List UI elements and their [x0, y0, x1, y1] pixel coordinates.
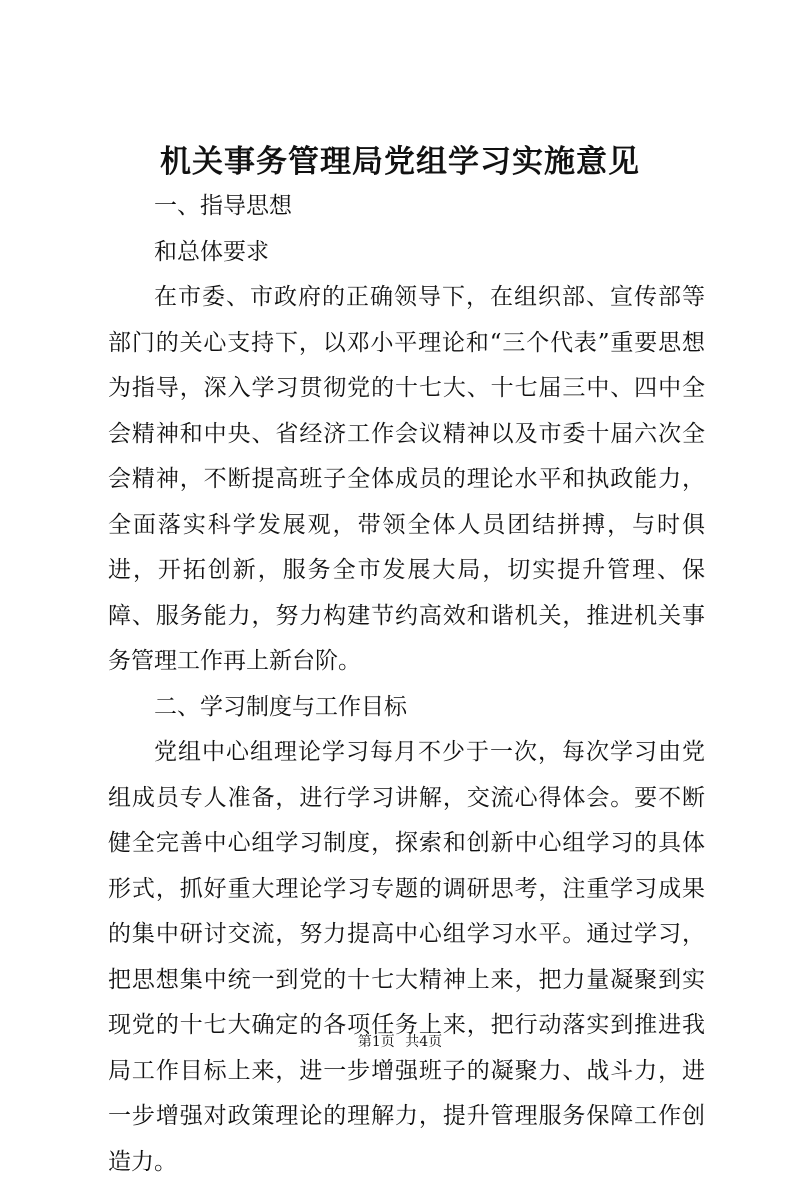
body-paragraph: 党组中心组理论学习每月不少于一次，每次学习由党组成员专人准备，进行学习讲解，交流心得体会。要不断健全完善中心组学习制度，探索和创新中心组学习的具体形式，抓好重大理论学习专题的调研思考，注重学习成果的集中研讨交流，努力提高中心组学习水平。通过学习，把思想集中统一到党的十七大精神上来，把力量凝聚到实现党的十七大确定的各项任务上来，把行动落实到推进我局工作目标上来，进一步增强班子的凝聚力、战斗力，进一步增强对政策理论的理解力，提升管理服务保障工作创造力。 — [108, 739, 705, 1175]
page-number: 第1页 — [357, 1034, 395, 1050]
section-heading-continuation: 和总体要求 — [154, 238, 269, 265]
document-title: 机关事务管理局党组学习实施意见 — [160, 144, 640, 180]
page-footer — [0, 1032, 800, 1052]
page-total: 共4页 — [405, 1034, 443, 1050]
section-heading-guiding-ideology: 一、指导思想 — [154, 193, 292, 219]
body-paragraph: 在市委、市政府的正确领导下，在组织部、宣传部等部门的关心支持下，以邓小平理论和“三个代表”重要思想为指导，深入学习贯彻党的十七大、十七届三中、四中全会精神和中央、省经济工作会议精神以及市委十届六次全会精神，不断提高班子全体成员的理论水平和执政能力，全面落实科学发展观，带领全体人员团结拼搏，与时俱进，开拓创新，服务全市发展大局，切实提升管理、保障、服务能力，努力构建节约高效和谐机关，推进机关事务管理工作再上新台阶。 — [108, 284, 705, 674]
section-heading-study-system: 二、学习制度与工作目标 — [154, 693, 407, 720]
